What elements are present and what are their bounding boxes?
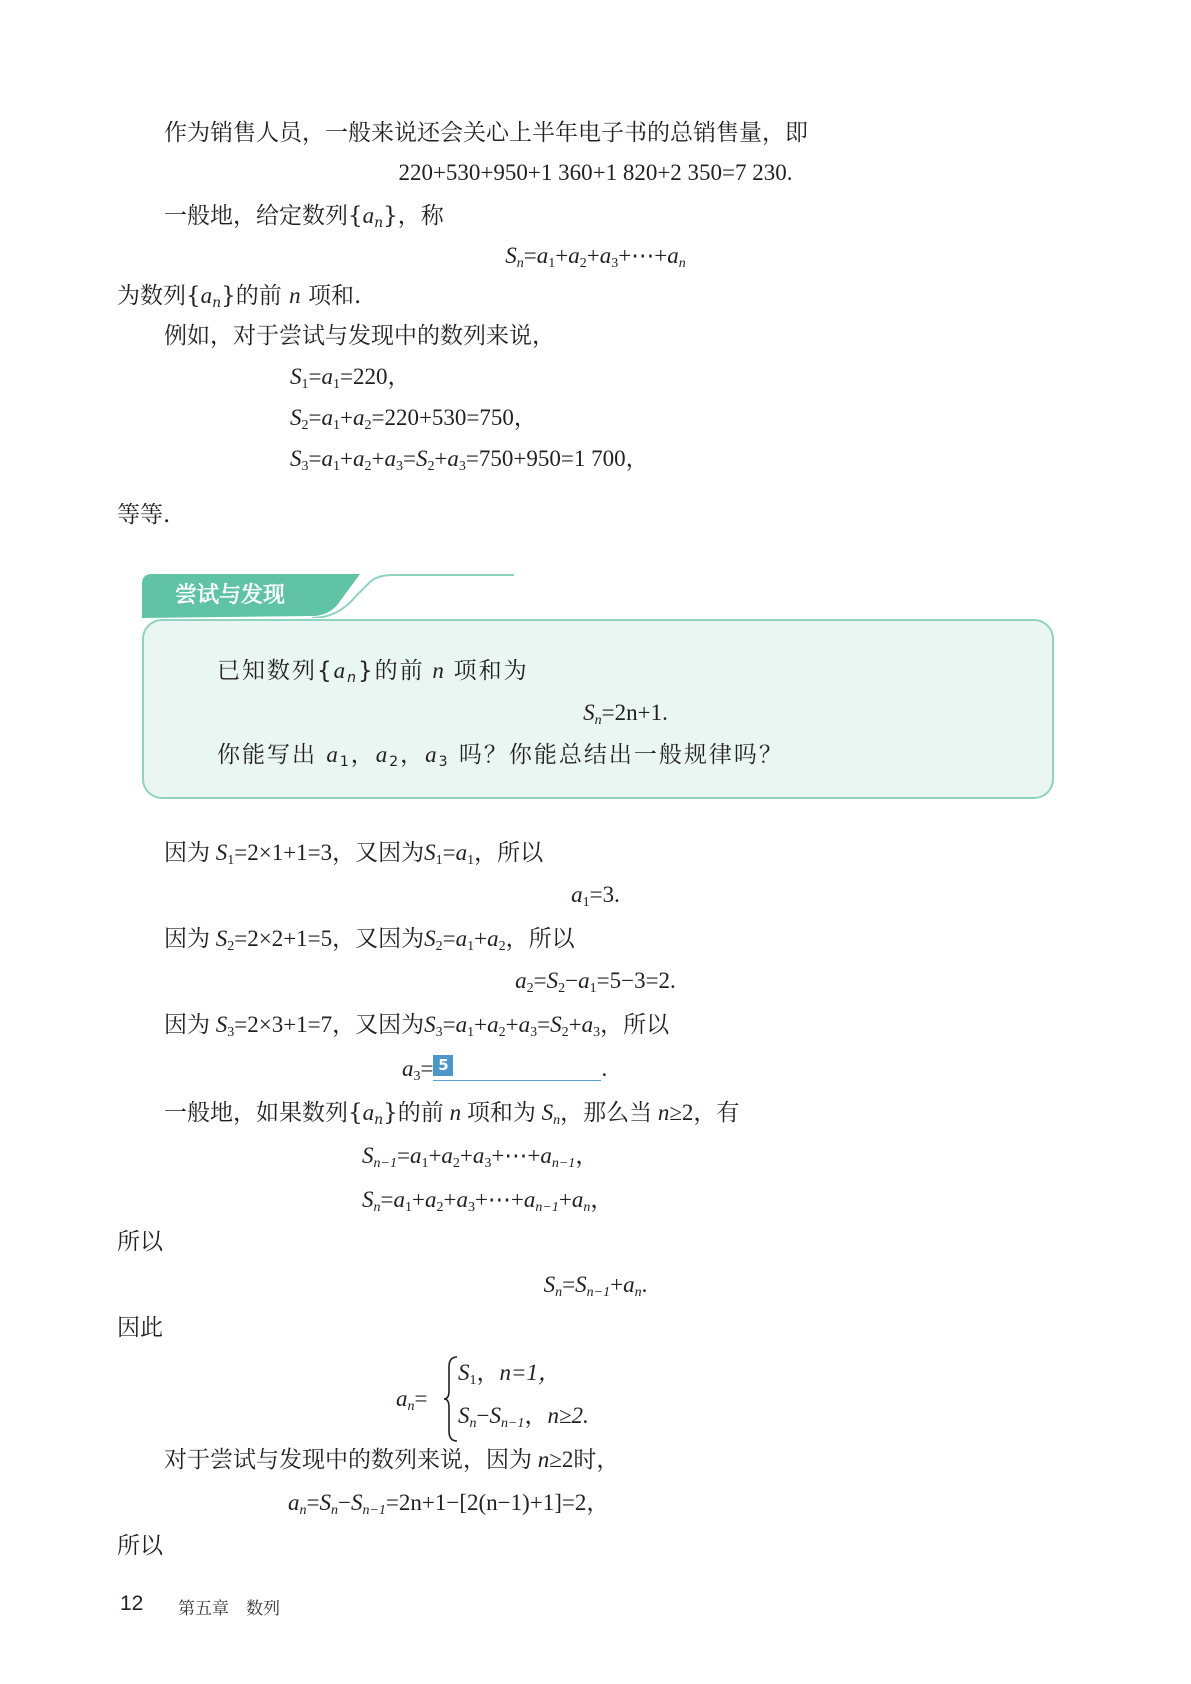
equation-sn-minus-1: $S_{n-1}=a_1+a_2+a_3+\cdots+a_{n-1}$，: [362, 1143, 599, 1171]
equation-s1: $S_1=a_1=220$，: [290, 364, 411, 392]
chapter-title: 第五章 数列: [178, 1599, 280, 1619]
paragraph-total-sales: 作为销售人员，一般来说还会关心上半年电子书的总销售量，即: [164, 120, 808, 146]
equation-recurrence: $S_n=S_{n-1}+a_n$.: [543, 1272, 648, 1300]
brace-icon: [443, 1355, 459, 1443]
step-1-result: $a_1=3$.: [571, 882, 620, 910]
word-therefore-1: 所以: [117, 1229, 163, 1255]
page-number: 12: [120, 1592, 144, 1615]
paragraph-first-n-sum: 为数列$\{a_n\}$的前 n 项和.: [117, 283, 362, 311]
equation-an: $a_n=S_n-S_{n-1}=2n+1-[2(n-1)+1]=2$，: [288, 1490, 610, 1518]
word-therefore-2: 所以: [117, 1533, 163, 1559]
step-2-result: $a_2=S_2-a_1=5-3=2$.: [515, 968, 676, 996]
paragraph-definition: 一般地，给定数列$\{a_n\}$，称: [164, 203, 444, 231]
step-3-text: 因为 $S_3=2\times 3+1=7$，又因为$S_3=a_1+a_2+a_3=S_2+a_3$，所以: [164, 1012, 670, 1040]
piecewise-case-1: $S_1$，n=1，: [458, 1360, 562, 1388]
paragraph-apply: 对于尝试与发现中的数列来说，因为 n≥2时，: [164, 1447, 620, 1473]
step-1-text: 因为 $S_1=2\times 1+1=3$，又因为$S_1=a_1$，所以: [164, 840, 544, 868]
piecewise-case-2: $S_n-S_{n-1}$，n≥2.: [458, 1403, 589, 1431]
equation-s2: $S_2=a_1+a_2=220+530=750$，: [290, 405, 537, 433]
equation-sn-definition: $S_n=a_1+a_2+a_3+\cdots+a_n$: [505, 243, 686, 271]
paragraph-example: 例如，对于尝试与发现中的数列来说，: [164, 323, 555, 349]
blank-number: 5: [433, 1055, 453, 1076]
equation-total-sales: 220+530+950+1 360+1 820+2 350=7 230.: [398, 160, 793, 185]
explore-equation: $S_n=2n+1$.: [583, 700, 668, 728]
paragraph-etc: 等等.: [117, 502, 171, 528]
word-hence: 因此: [117, 1315, 163, 1341]
explore-line-1: 已知数列$\{a_n\}$的前 n 项和为: [217, 658, 529, 686]
piecewise-lhs: $a_n=$: [396, 1386, 428, 1414]
explore-line-3: 你能写出 $a_1$，$a_2$，$a_3$ 吗？你能总结出一般规律吗？: [217, 742, 784, 770]
step-3-result: $a_3=$ 5 .: [402, 1056, 608, 1084]
answer-blank[interactable]: [433, 1054, 601, 1081]
explore-title: 尝试与发现: [175, 583, 286, 608]
step-2-text: 因为 $S_2=2\times 2+1=5$，又因为$S_2=a_1+a_2$，所以: [164, 926, 575, 954]
paragraph-general: 一般地，如果数列$\{a_n\}$的前 n 项和为 $S_n$，那么当 n≥2，有: [164, 1100, 740, 1128]
equation-sn-full: $S_n=a_1+a_2+a_3+\cdots+a_{n-1}+a_n$，: [362, 1187, 614, 1215]
equation-s3: $S_3=a_1+a_2+a_3=S_2+a_3=750+950=1$ 700，: [290, 446, 649, 474]
